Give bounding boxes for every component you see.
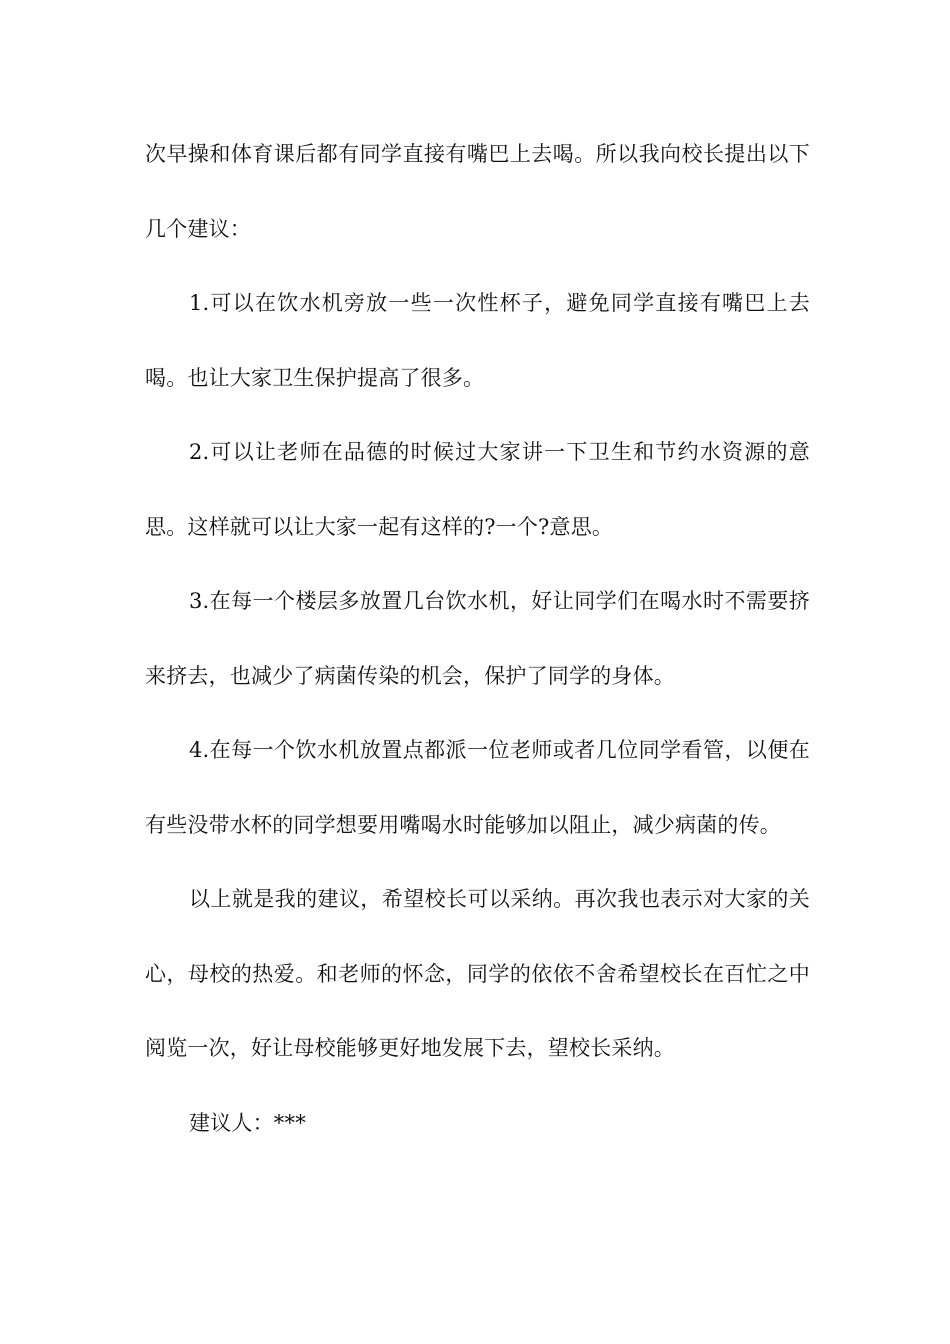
paragraph-intro-continued: 次早操和体育课后都有同学直接有嘴巴上去喝。所以我向校长提出以下几个建议：	[145, 142, 810, 241]
paragraph-suggestion-2: 2.可以让老师在品德的时候过大家讲一下卫生和节约水资源的意思。这样就可以让大家一起有这样的?一个?意思。	[145, 440, 810, 539]
signature-line: 建议人：***	[189, 1110, 306, 1135]
paragraph-suggestion-1: 1.可以在饮水机旁放一些一次性杯子，避免同学直接有嘴巴上去喝。也让大家卫生保护提高了很多。	[145, 291, 810, 390]
paragraph-conclusion: 以上就是我的建议，希望校长可以采纳。再次我也表示对大家的关心，母校的热爱。和老师的怀念，同学的依依不舍希望校长在百忙之中阅览一次，好让母校能够更好地发展下去，望校长采纳。	[145, 887, 810, 1060]
paragraph-suggestion-3: 3.在每一个楼层多放置几台饮水机，好让同学们在喝水时不需要挤来挤去，也减少了病菌传染的机会，保护了同学的身体。	[145, 589, 810, 688]
document-body	[145, 117, 810, 1160]
paragraph-suggestion-4: 4.在每一个饮水机放置点都派一位老师或者几位同学看管，以便在有些没带水杯的同学想要用嘴喝水时能够加以阻止，减少病菌的传。	[145, 738, 810, 837]
